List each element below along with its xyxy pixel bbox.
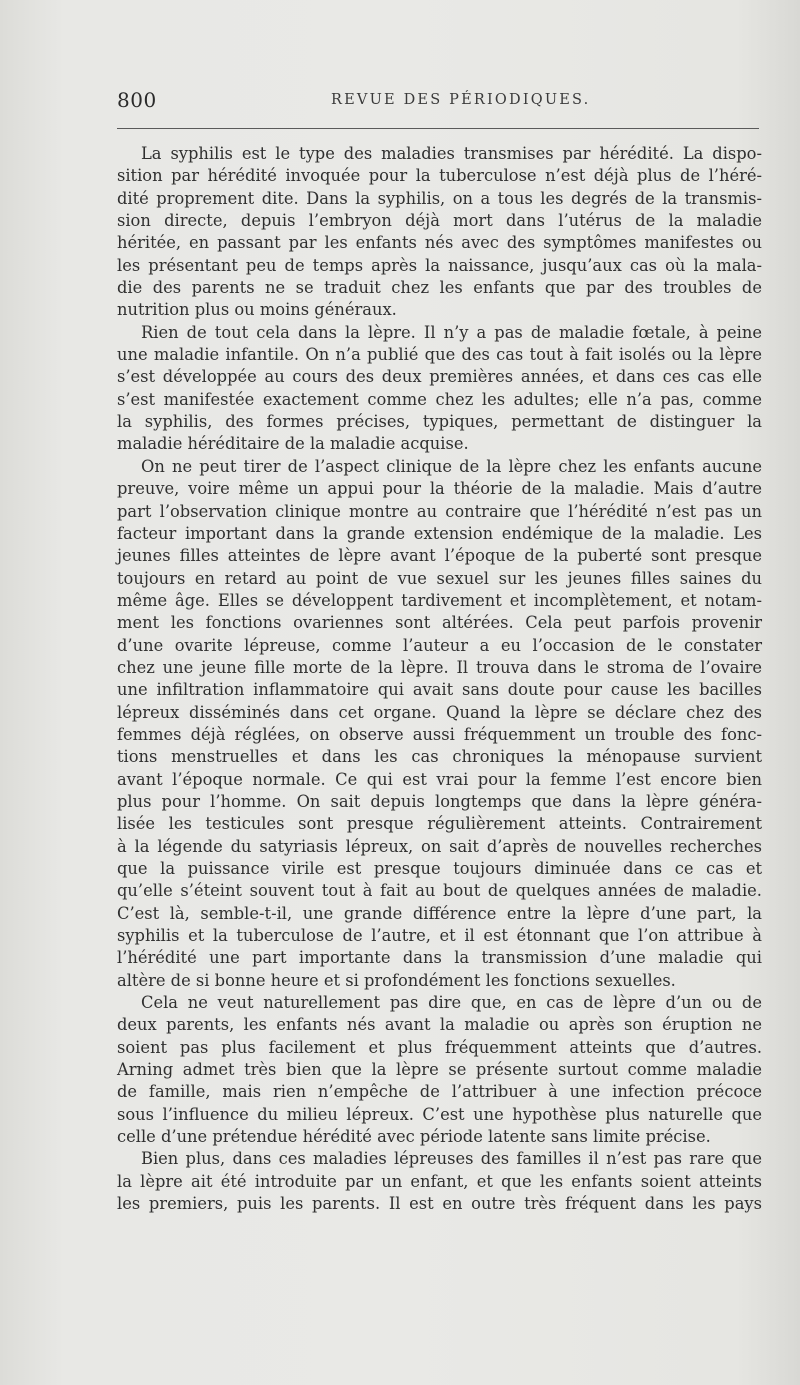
text-line: part l’observation clinique montre au contraire que l’hérédité n’est pas un xyxy=(117,501,762,521)
page-header xyxy=(117,88,759,118)
text-line: nutrition plus ou moins généraux. xyxy=(117,300,397,320)
text-line: facteur important dans la grande extension endémique de la maladie. Les xyxy=(117,523,762,543)
text-line: La syphilis est le type des maladies transmises par hérédité. La dispo- xyxy=(141,144,762,163)
text-line: deux parents, les enfants nés avant la maladie ou après son éruption ne xyxy=(117,1015,762,1035)
text-line: que la puissance virile est presque toujours diminuée dans ce cas et xyxy=(117,859,762,878)
text-line: une maladie infantile. On n’a publié que des cas tout à fait isolés ou la lèpre xyxy=(117,345,762,365)
text-line: syphilis et la tuberculose de l’autre, et il est étonnant que l’on attribue à xyxy=(117,926,762,946)
text-line: celle d’une prétendue hérédité avec période latente sans limite précise. xyxy=(117,1127,711,1147)
text-line: d’une ovarite lépreuse, comme l’auteur a eu l’occasion de le constater xyxy=(117,635,762,655)
text-line: sous l’influence du milieu lépreux. C’est une hypothèse plus naturelle que xyxy=(117,1104,762,1124)
text-line: die des parents ne se traduit chez les enfants que par des troubles de xyxy=(117,278,762,298)
text-line: sion directe, depuis l’embryon déjà mort dans l’utérus de la maladie xyxy=(117,211,762,231)
text-line: la syphilis, des formes précises, typiques, permettant de distinguer la xyxy=(117,412,762,432)
text-line: de famille, mais rien n’empêche de l’attribuer à une infection précoce xyxy=(117,1082,762,1102)
text-line: qu’elle s’éteint souvent tout à fait au bout de quelques années de maladie. xyxy=(117,881,762,901)
text-line: soient pas plus facilement et plus fréquemment atteints que d’autres. xyxy=(117,1037,762,1057)
running-title: REVUE DES PÉRIODIQUES. xyxy=(331,92,591,108)
text-line: héritée, en passant par les enfants nés avec des symptômes manifestes ou xyxy=(117,233,762,253)
page-number: 800 xyxy=(117,88,157,112)
text-line: avant l’époque normale. Ce qui est vrai pour la femme l’est encore bien xyxy=(117,769,762,789)
text-line: à la légende du satyriasis lépreux, on sait d’après de nouvelles recherches xyxy=(117,836,762,856)
text-line: preuve, voire même un appui pour la théorie de la maladie. Mais d’autre xyxy=(117,479,762,499)
text-line: ment les fonctions ovariennes sont altérées. Cela peut parfois provenir xyxy=(117,613,762,633)
text-line: lisée les testicules sont presque régulièrement atteints. Contrairement xyxy=(117,814,762,834)
text-line: l’hérédité une part importante dans la transmission d’une maladie qui xyxy=(117,948,762,968)
text-line: Bien plus, dans ces maladies lépreuses des familles il n’est pas rare que xyxy=(141,1149,762,1169)
text-line: même âge. Elles se développent tardivement et incomplètement, et notam- xyxy=(117,590,762,610)
text-line: les présentant peu de temps après la naissance, jusqu’aux cas où la mala- xyxy=(117,255,762,275)
text-line: s’est manifestée exactement comme chez les adultes; elle n’a pas, comme xyxy=(117,389,762,409)
text-line: On ne peut tirer de l’aspect clinique de la lèpre chez les enfants aucune xyxy=(141,456,762,476)
text-line: Arning admet très bien que la lèpre se présente surtout comme maladie xyxy=(117,1060,762,1080)
text-line: dité proprement dite. Dans la syphilis, on a tous les degrés de la transmis- xyxy=(117,188,762,208)
text-line: Cela ne veut naturellement pas dire que, en cas de lèpre d’un ou de xyxy=(141,993,762,1013)
text-line: Rien de tout cela dans la lèpre. Il n’y a pas de maladie fœtale, à peine xyxy=(141,322,762,342)
text-line: jeunes filles atteintes de lèpre avant l’époque de la puberté sont presque xyxy=(117,546,762,566)
text-line: tions menstruelles et dans les cas chroniques la ménopause survient xyxy=(117,747,762,767)
text-line: plus pour l’homme. On sait depuis longtemps que dans la lèpre généra- xyxy=(117,791,762,811)
text-line: C’est là, semble-t-il, une grande différence entre la lèpre d’une part, la xyxy=(117,903,762,923)
text-line: la lèpre ait été introduite par un enfant, et que les enfants soient atteints xyxy=(117,1171,762,1191)
text-line: chez une jeune fille morte de la lèpre. Il trouva dans le stroma de l’ovaire xyxy=(117,657,762,677)
text-line: les premiers, puis les parents. Il est en outre très fréquent dans les pays xyxy=(117,1194,762,1214)
text-line: une infiltration inflammatoire qui avait sans doute pour cause les bacilles xyxy=(117,680,762,700)
text-line: s’est développée au cours des deux premières années, et dans ces cas elle xyxy=(117,367,762,387)
text-line: toujours en retard au point de vue sexuel sur les jeunes filles saines du xyxy=(117,568,762,588)
text-line: lépreux disséminés dans cet organe. Quand la lèpre se déclare chez des xyxy=(117,702,762,722)
text-line: maladie héréditaire de la maladie acquise. xyxy=(117,434,469,454)
text-line: femmes déjà réglées, on observe aussi fréquemment un trouble des fonc- xyxy=(117,724,762,744)
header-rule xyxy=(117,128,759,129)
body-text xyxy=(117,143,762,1216)
text-line: altère de si bonne heure et si profondément les fonctions sexuelles. xyxy=(117,970,676,990)
text-line: sition par hérédité invoquée pour la tuberculose n’est déjà plus de l’héré- xyxy=(117,166,762,186)
